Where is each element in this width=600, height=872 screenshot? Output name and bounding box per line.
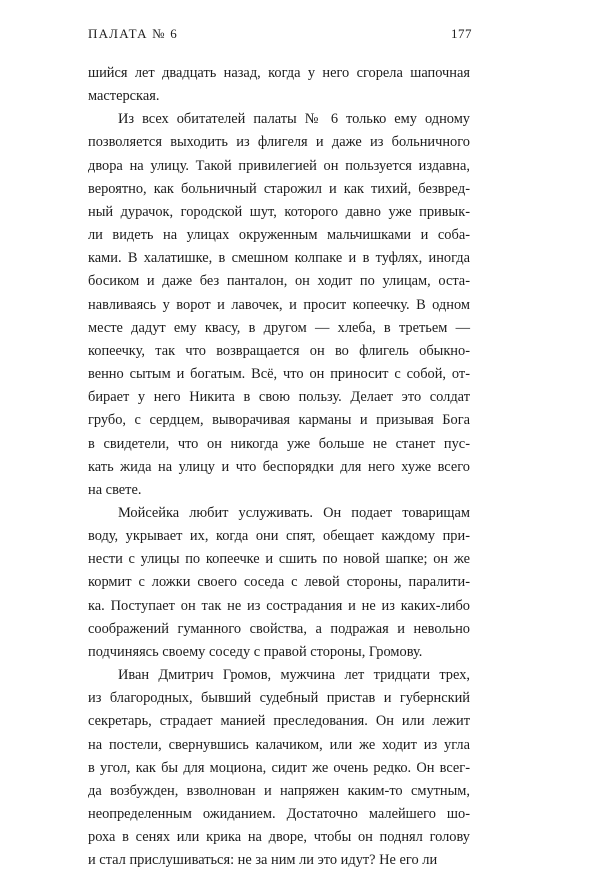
text-line: ный дурачок, городской шут, которого давно уже привык- bbox=[88, 203, 470, 220]
text-line: секретарь, страдает манией преследования. Он или лежит bbox=[88, 713, 470, 730]
text-line: грубо, с сердцем, выворачивая карманы и призывая Бога bbox=[88, 412, 470, 429]
text-line: вероятно, как больничный старожил и как тихий, безвред- bbox=[88, 180, 470, 197]
page-number: 177 bbox=[451, 26, 472, 41]
text-line: подчиняясь своему соседу с правой стороны, Громову. bbox=[88, 643, 423, 660]
text-line: на свете. bbox=[88, 481, 142, 498]
text-line: нести с улицы по копеечке и сшить по новой шапке; он же bbox=[88, 551, 470, 568]
text-line: бирает у него Никита в свою пользу. Делает это солдат bbox=[88, 389, 470, 406]
text-line: соображений гуманного свойства, а подражая и невольно bbox=[88, 620, 470, 637]
text-line: копеечку, так что возвращается он во флигель обыкно- bbox=[88, 342, 470, 359]
text-line: в угол, как бы для моциона, сидит же очень редко. Он всег- bbox=[88, 759, 470, 776]
paragraph bbox=[88, 108, 470, 502]
text-line: в свидетели, что он никогда уже больше не станет пус- bbox=[88, 435, 470, 452]
paragraph bbox=[88, 62, 470, 108]
text-line: кать жида на улицу и что беспорядки для него хуже всего bbox=[88, 458, 470, 475]
running-head bbox=[88, 26, 472, 46]
running-title: ПАЛАТА № 6 bbox=[88, 26, 178, 41]
text-line: босиком и даже без панталон, он ходит по улицам, оста- bbox=[88, 273, 470, 290]
text-line: ками. В халатишке, в смешном колпаке и в туфлях, иногда bbox=[88, 250, 470, 267]
text-line: Из всех обитателей палаты № 6 только ему одному bbox=[118, 111, 470, 128]
body-text bbox=[88, 62, 470, 872]
text-line: ка. Поступает он так не из сострадания и не из каких-либо bbox=[88, 597, 470, 614]
text-line: Иван Дмитрич Громов, мужчина лет тридцати трех, bbox=[118, 667, 470, 684]
text-line: неопределенным ожиданием. Достаточно малейшего шо- bbox=[88, 806, 470, 822]
text-line: роха в сенях или крика на дворе, чтобы он поднял голову bbox=[88, 829, 470, 846]
text-line: позволяется выходить из флигеля и даже из больничного bbox=[88, 134, 470, 151]
paragraph bbox=[88, 664, 470, 872]
text-line: месте дадут ему квасу, в другом — хлеба, в третьем — bbox=[88, 319, 470, 336]
text-line: венно сытым и богатым. Всё, что он приносит с собой, от- bbox=[88, 366, 470, 383]
text-line: воду, укрывает их, когда они спят, обещает каждому при- bbox=[88, 528, 470, 545]
text-line: двора на улицу. Такой привилегией он пользуется издавна, bbox=[88, 157, 470, 174]
text-line: мастерская. bbox=[88, 88, 160, 105]
text-line: на постели, свернувшись калачиком, или же ходит из угла bbox=[88, 736, 470, 753]
text-line: ли видеть на улицах окруженным мальчишками и соба- bbox=[88, 227, 470, 244]
text-line: из благородных, бывший судебный пристав и губернский bbox=[88, 690, 470, 707]
text-line: навливаясь у ворот и лавочек, и просит копеечку. В одном bbox=[88, 296, 470, 313]
text-line: да возбужден, взволнован и напряжен каким-то смутным, bbox=[88, 782, 470, 799]
text-line: кормит с ложки своего соседа с левой стороны, паралити- bbox=[88, 574, 470, 591]
paragraph bbox=[88, 502, 470, 664]
text-line: и стал прислушиваться: не за ним ли это идут? Не его ли bbox=[88, 852, 438, 869]
text-line: Мойсейка любит услуживать. Он подает товарищам bbox=[118, 504, 470, 521]
text-line: шийся лет двадцать назад, когда у него сгорела шапочная bbox=[88, 65, 470, 81]
